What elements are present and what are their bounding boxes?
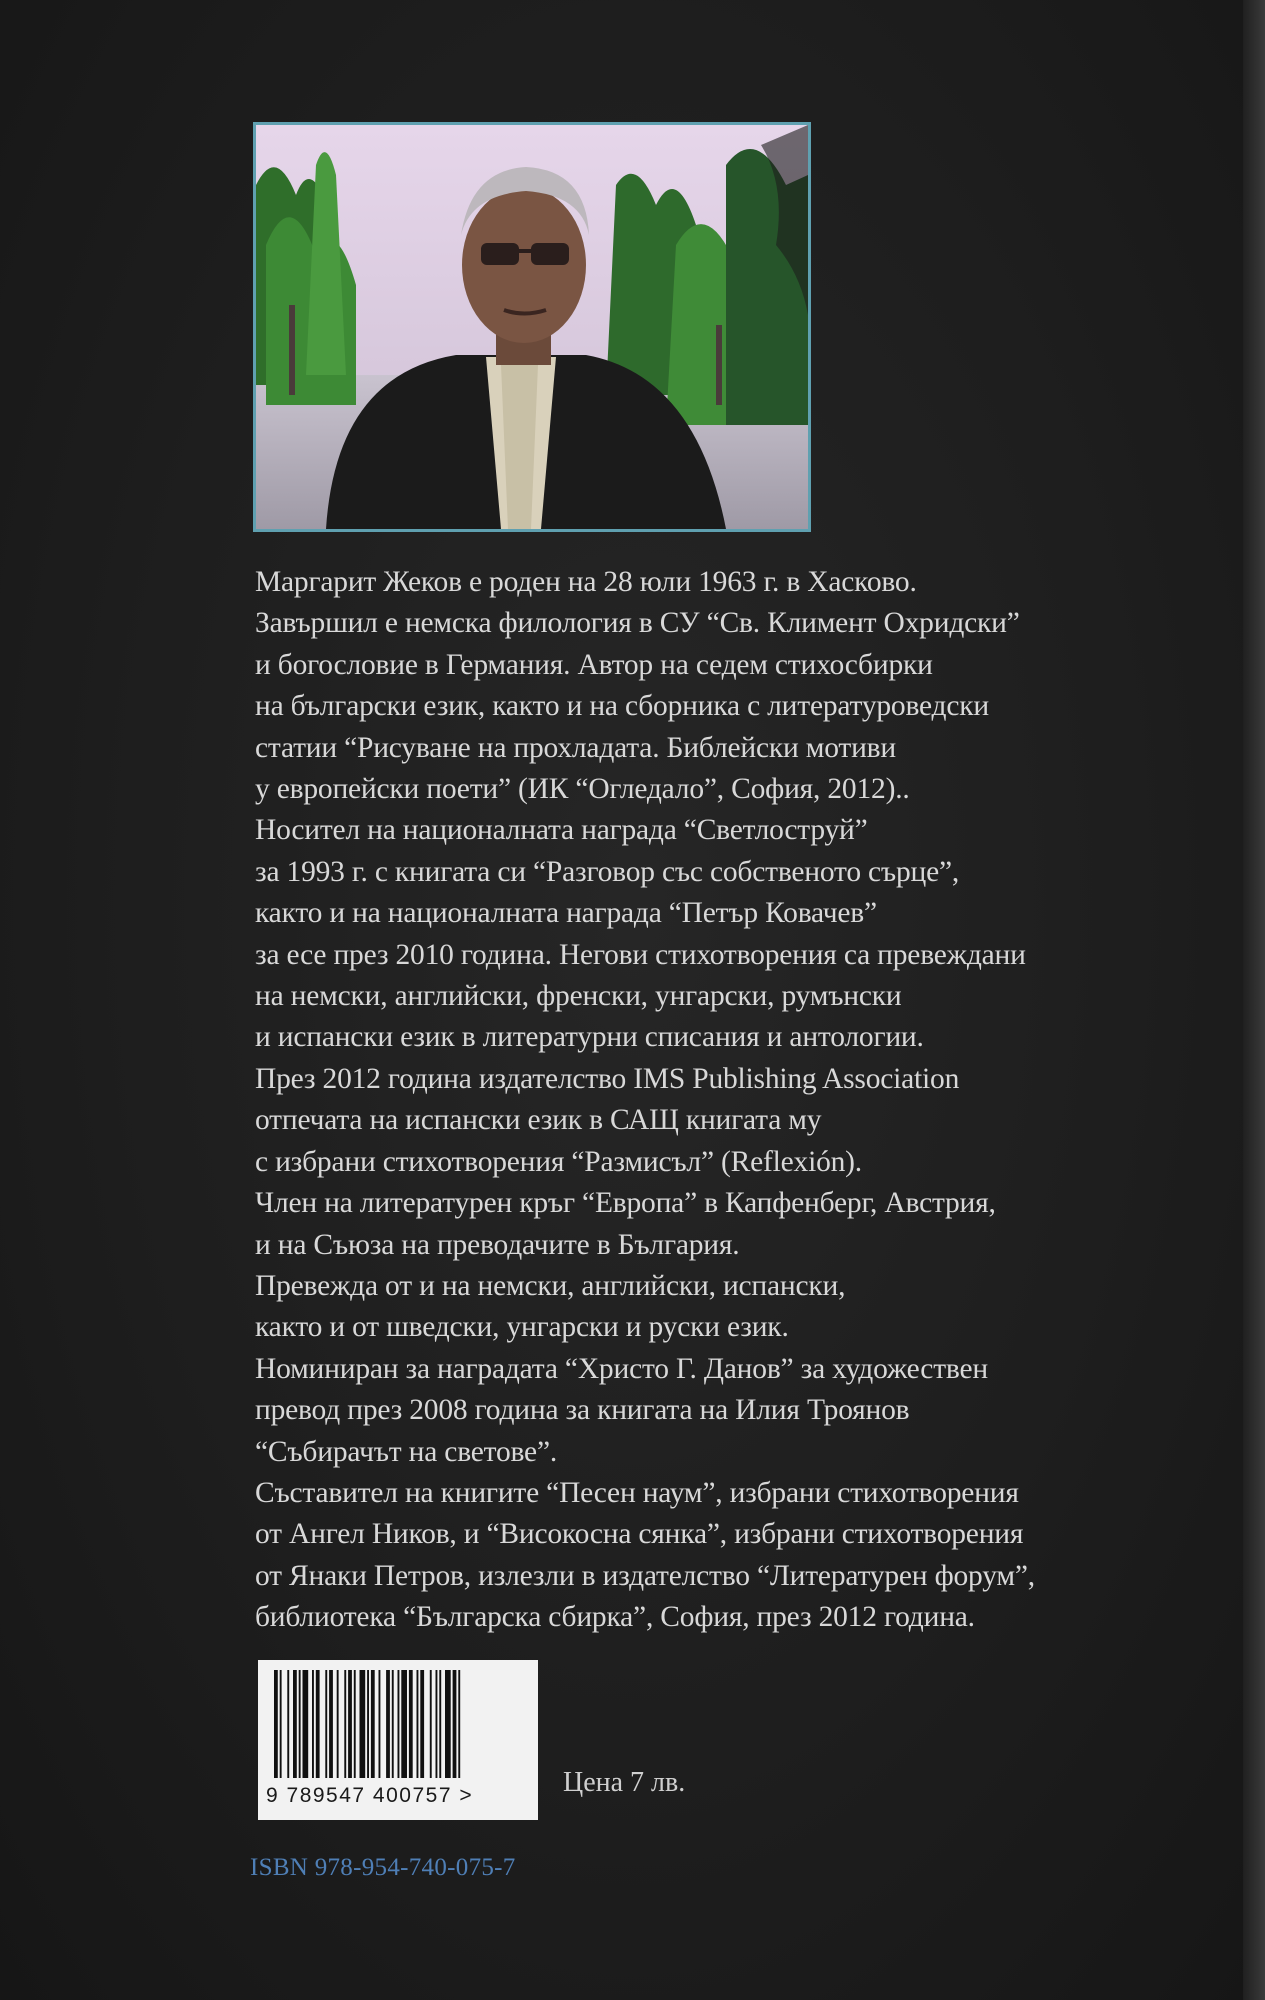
bio-line: Носител на националната награда “Светлоструй”	[255, 814, 868, 847]
bio-line: Завършил е немска филология в СУ “Св. Климент Охридски”	[255, 607, 1020, 640]
bio-line: превод през 2008 година за книгата на Илия Троянов	[255, 1394, 910, 1427]
barcode-digits: 9 789547 400757 >	[266, 1784, 474, 1807]
bio-line: у европейски поети” (ИК “Огледало”, София, 2012)..	[255, 773, 910, 806]
bio-line: Член на литературен кръг “Европа” в Капфенберг, Австрия,	[255, 1187, 996, 1220]
author-biography	[255, 562, 1135, 1639]
bio-line: както и на националната награда “Петър Ковачев”	[255, 897, 877, 930]
bio-line: и испански език в литературни списания и антологии.	[255, 1021, 924, 1054]
bio-line: за есе през 2010 година. Негови стихотворения са превеждани	[255, 938, 1026, 971]
bio-line: статии “Рисуване на прохладата. Библейски мотиви	[255, 731, 896, 764]
bio-line: на български език, както и на сборника с литературоведски	[255, 690, 989, 723]
bio-line: както и от шведски, унгарски и руски език.	[255, 1311, 789, 1344]
bio-line: Превежда от и на немски, английски, испански,	[255, 1269, 846, 1302]
barcode	[258, 1660, 538, 1820]
barcode-bars	[268, 1670, 528, 1782]
author-photo	[253, 122, 811, 532]
bio-line: “Събирачът на светове”.	[255, 1435, 558, 1468]
bio-line: През 2012 година издателство IMS Publishing Association	[255, 1062, 960, 1095]
bio-line: с избрани стихотворения “Размисъл” (Reflexión).	[255, 1145, 862, 1178]
bio-line: и богословие в Германия. Автор на седем стихосбирки	[255, 648, 933, 681]
isbn-label: ISBN 978-954-740-075-7	[250, 1854, 516, 1881]
bio-line: Маргарит Жеков е роден на 28 юли 1963 г. в Хасково.	[255, 566, 917, 598]
bio-line: отпечата на испански език в САЩ книгата му	[255, 1104, 822, 1137]
bio-line: Номиниран за наградата “Христо Г. Данов” за художествен	[255, 1352, 988, 1385]
bio-line: и на Съюза на преводачите в България.	[255, 1228, 740, 1261]
bio-line: на немски, английски, френски, унгарски, румънски	[255, 980, 902, 1013]
bio-line: библиотека “Българска сбирка”, София, през 2012 година.	[255, 1601, 975, 1634]
price-label: Цена 7 лв.	[563, 1767, 686, 1798]
bio-line: от Ангел Ников, и “Високосна сянка”, избрани стихотворения	[255, 1518, 1024, 1551]
bio-line: за 1993 г. с книгата си “Разговор със собственото сърце”,	[255, 855, 960, 888]
author-portrait-photo	[256, 125, 808, 529]
bio-line: Съставител на книгите “Песен наум”, избрани стихотворения	[255, 1476, 1019, 1509]
cover-edge	[1243, 0, 1265, 2000]
bio-line: от Янаки Петров, излезли в издателство “Литературен форум”,	[255, 1559, 1035, 1592]
